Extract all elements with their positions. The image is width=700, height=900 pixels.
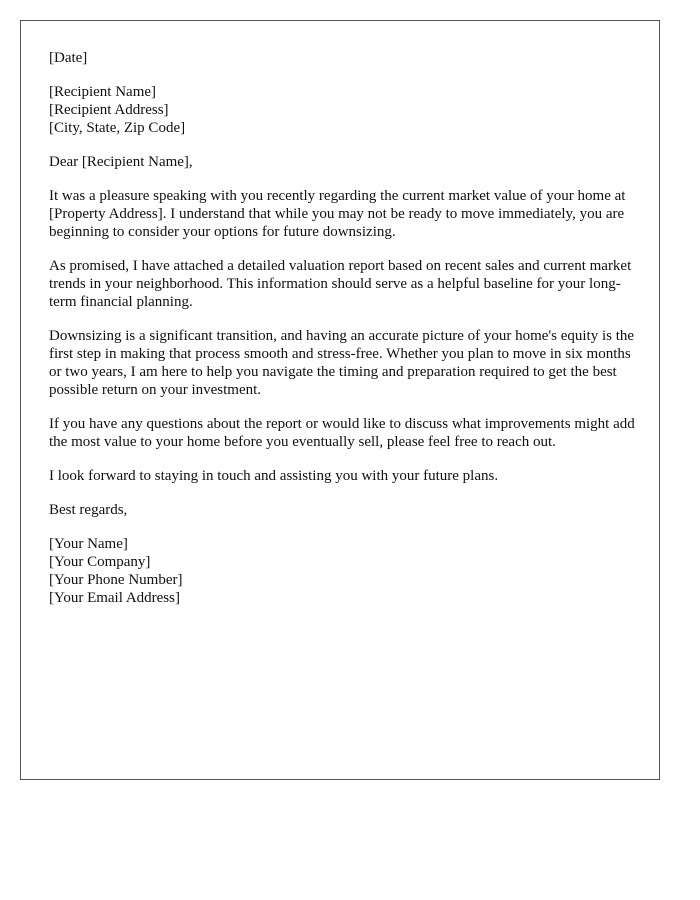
salutation-block <box>49 153 639 171</box>
sender-email: [Your Email Address] <box>49 590 180 606</box>
closing-block <box>49 501 639 519</box>
paragraph-report: As promised, I have attached a detailed valuation report based on recent sales and current market trends in your neighborhood. This information should serve as a helpful baseline for your long-term financial planning. <box>49 258 632 310</box>
recipient-block <box>49 83 639 137</box>
letter-body <box>49 49 639 623</box>
recipient-city-state-zip: [City, State, Zip Code] <box>49 120 186 136</box>
date-block <box>49 49 639 67</box>
recipient-address: [Recipient Address] <box>49 102 169 118</box>
sender-phone: [Your Phone Number] <box>49 572 183 588</box>
paragraph-closing-note: I look forward to staying in touch and assisting you with your future plans. <box>49 468 499 484</box>
letter-page <box>20 20 660 780</box>
closing: Best regards, <box>49 502 128 518</box>
sender-company: [Your Company] <box>49 554 151 570</box>
paragraph-intro: It was a pleasure speaking with you recently regarding the current market value of your home at [Property Address]. I understand that while you may not be ready to move immediately, you are beginning to consider your options for future downsizing. <box>49 188 626 240</box>
paragraph-downsizing: Downsizing is a significant transition, and having an accurate picture of your home's equity is the first step in making that process smooth and stress-free. Whether you plan to move in six months or two years, I am here to help you navigate the timing and preparation required to get the best possible return on your investment. <box>49 328 635 398</box>
paragraph-questions: If you have any questions about the report or would like to discuss what improvements might add the most value to your home before you eventually sell, please feel free to reach out. <box>49 416 635 450</box>
salutation: Dear [Recipient Name], <box>49 154 193 170</box>
signature-block <box>49 535 639 607</box>
letter-date: [Date] <box>49 50 88 66</box>
recipient-name: [Recipient Name] <box>49 84 157 100</box>
sender-name: [Your Name] <box>49 536 128 552</box>
